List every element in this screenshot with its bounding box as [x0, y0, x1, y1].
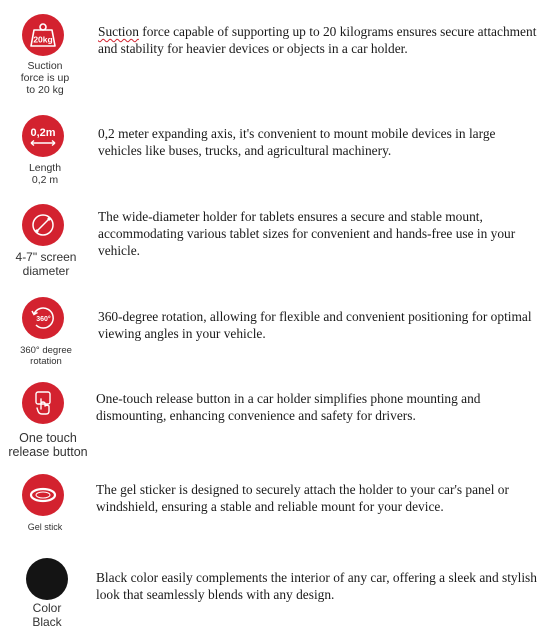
feature-row-rotation [0, 294, 545, 374]
icon-text-20kg: 20kg [33, 34, 53, 45]
caption-line: release button [8, 445, 88, 460]
description-length: 0,2 meter expanding axis, it's convenient to mount mobile devices in large vehicles like buses, trucks, and agricultural machinery. [98, 126, 496, 158]
weight-20kg-icon [22, 14, 64, 56]
description-suction [98, 23, 542, 57]
caption-line: 4-7" screen [15, 250, 77, 264]
caption-rotation [6, 346, 86, 368]
caption-line: Black [32, 614, 62, 629]
caption-line: force is up [20, 72, 70, 85]
caption-suction [8, 60, 82, 96]
description-screen-diameter: The wide-diameter holder for tablets ensures a secure and stable mount, accommodating various tablet sizes for convenient and hands-free use in your vehicle. [98, 209, 516, 258]
caption-gel [10, 522, 80, 532]
caption-line: Gel stick [27, 522, 63, 532]
feature-row-suction [0, 0, 545, 105]
icon-text-360: 360° [36, 316, 51, 323]
screen-diameter-icon [22, 204, 64, 246]
gel-ring-icon [22, 474, 64, 516]
icon-text-length: 0,2m [30, 127, 56, 139]
caption-line: diameter [22, 263, 70, 278]
description-rotation: 360-degree rotation, allowing for flexible and convenient positioning for optimal viewing angles in your vehicle. [98, 309, 532, 341]
caption-line: One touch [19, 431, 77, 445]
description-one-touch: One-touch release button in a car holder simplifies phone mounting and dismounting, enhancing convenience and safety for drivers. [96, 391, 481, 423]
caption-line: 360° degree [20, 345, 72, 356]
caption-line: to 20 kg [26, 84, 64, 97]
caption-line: 0,2 m [31, 174, 59, 187]
caption-color [10, 602, 84, 630]
feature-row-color [0, 556, 545, 632]
caption-line: rotation [30, 355, 62, 367]
caption-line: Length [28, 162, 62, 174]
rotation-360-icon [22, 297, 64, 339]
feature-row-length [0, 108, 545, 194]
description-gel: The gel sticker is designed to securely attach the holder to your car's panel or windshield, ensuring a stable and reliable mount for your device. [96, 482, 509, 514]
length-0-2m-icon [22, 115, 64, 157]
feature-row-gel [0, 472, 545, 552]
description-color: Black color easily complements the interior of any car, offering a sleek and stylish look that seamlessly blends with any design. [96, 570, 537, 602]
caption-one-touch [0, 431, 96, 460]
caption-length [8, 162, 82, 186]
misspelled-word: Suction [98, 24, 139, 39]
caption-line: Suction [27, 60, 63, 72]
feature-row-one-touch [0, 378, 545, 464]
caption-screen-diameter [4, 251, 88, 279]
feature-row-screen-diameter [0, 196, 545, 288]
one-touch-finger-icon [22, 382, 64, 424]
black-color-swatch-icon [26, 558, 68, 600]
description-text: force capable of supporting up to 20 kilograms ensures secure attachment and stability for heavier devices or objects in a car holder. [98, 24, 537, 56]
caption-line: Color [32, 601, 62, 615]
